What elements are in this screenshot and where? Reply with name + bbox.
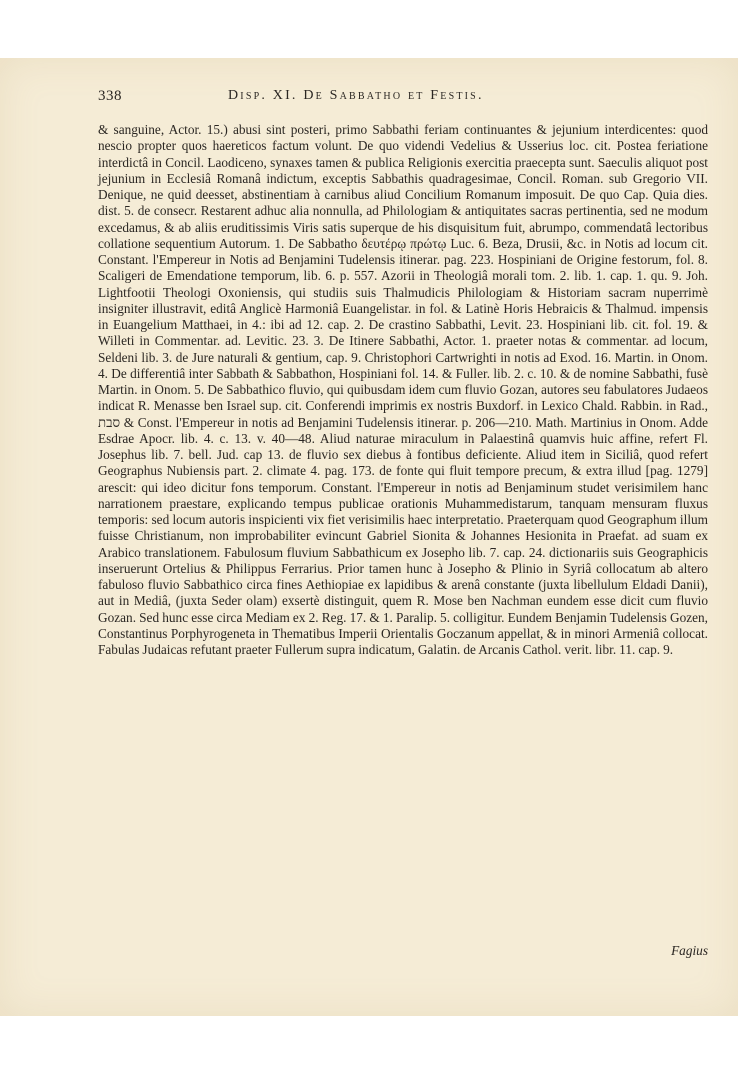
catchword: Fagius xyxy=(671,943,708,958)
page-header xyxy=(98,88,708,108)
body-text: & sanguine, Actor. 15.) abusi sint posteri, primo Sabbathi feriam continuantes & jejunium interdicentes: quod nescio propter quos haereticos factum volunt. De quo videndi Vedelius & Usserius loc. cit. Postea feriatione interdictâ in Concil. Laodiceno, synaxes tamen & publica Religionis exercitia praecepta sunt. Saeculis aliquot post jejunium in Ecclesiâ Romanâ indictum, exceptis Sabbathis quadragesimae, Concil. Roman. sub Gregorio VII. Denique, ne quid deesset, abstinentiam à carnibus aliud Concilium Romanum imposuit. De quo Cap. Quia dies. dist. 5. de consecr. Restarent adhuc alia nonnulla, ad Philologiam & antiquitates sacras pertinentia, sed ne modum excedamus, & ab aliis eruditissimis Viris satis superque de his disquisitum fuit, abrumpo, commendatâ lectoribus collatione sequentium Autorum. 1. De Sabbatho δευτέρῳ πρώτῳ Luc. 6. Beza, Drusii, &c. in Notis ad locum cit. Constant. l'Empereur in Notis ad Benjamini Tudelensis itinerar. pag. 223. Hospiniani de Origine festorum, fol. 8. Scaligeri de Emendatione temporum, lib. 6. p. 557. Azorii in Theologiâ morali tom. 2. lib. 1. cap. 1. qu. 9. Joh. Lightfootii Theologi Oxoniensis, qui studiis suis Thalmudicis Philologiam & Historiam sacram nuperrimè insigniter illustravit, editâ Anglicè Harmoniâ Euangelistar. in fol. & Latinè Horis Hebraicis & Thalmud. impensis in Euangelium Matthaei, in 4.: ibi ad 12. cap. 2. De crastino Sabbathi, Levit. 23. Hospiniani lib. cit. fol. 19. & Willeti in Commentar. ad. Levitic. 23. 3. De Itinere Sabbathi, Actor. 1. praeter notas & commentar. ad locum, Seldeni lib. 3. de Jure naturali & gentium, cap. 9. Christophori Cartwrighti in notis ad Exod. 16. Martin. in Onom. 4. De differentiâ inter Sabbath & Sabbathon, Hospiniani fol. 14. & Fuller. lib. 2. c. 10. & de nomine Sabbathi, fusè Martin. in Onom. 5. De Sabbathico fluvio, qui quibusdam idem cum fluvio Gozan, autores seu fabulatores Judaeos indicat R. Menasse ben Israel sup. cit. Conferendi imprimis ex nostris Buxdorf. in Lexico Chald. Rabbin. in Rad., סבת & Const. l'Empereur in notis ad Benjamini Tudelensis itinerar. p. 206—210. Math. Martinius in Onom. Adde Esdrae Apocr. lib. 4. c. 13. v. 40—48. Aliud naturae miraculum in Palaestinâ quamvis huic affine, refert Fl. Josephus lib. 7. bell. Jud. cap 13. de fluvio sex diebus à fontibus deficiente. Aliud item in Siciliâ, quod refert Geographus Nubiensis part. 2. climate 4. pag. 173. de fonte qui fluit tempore precum, & extra illud [pag. 1279] arescit: qui ideo dicitur fons temporum. Constant. l'Empereur in notis ad Benjaminum studet verisimilem hanc narrationem praestare, explicando tempus publicae orationis Muhammedistarum, tanquam mensuram fluxus temporis: sed locum autoris inspicienti vix fiet verisimilis haec interpretatio. Praeterquam quod Geographum illum fuisse Christianum, non improbabiliter evincunt Gabriel Sionita & Johannes Hesionita in Praefat. ad suam ex Arabico translationem. Fabulosum fluvium Sabbathicum ex Josepho lib. 7. cap. 24. dictionariis suis Geographicis inseruerunt Ortelius & Philippus Ferrarius. Prior tamen hunc à Josepho & Plinio in Syriâ collocatum ab altero fabuloso fluvio Sabbathico circa fines Aethiopiae ex lapidibus & arenâ constante (juxta libellulum Eldadi Danii), aut in Mediâ, (juxta Seder olam) exsertè distinguit, quem R. Mose ben Nachman eundem esse dicit cum fluvio Gozan. Sed hunc esse circa Mediam ex 2. Reg. 17. & 1. Paralip. 5. colligitur. Eundem Benjamin Tudelensis Gozen, Constantinus Porphyrogeneta in Thematibus Imperii Orientalis Goczanum appellat, & in minori Armeniâ collocat. Fabulas Judaicas refutant praeter Fullerum supra indicatum, Galatin. de Arcanis Cathol. verit. libr. 11. cap. 9. xyxy=(98,122,708,657)
page-number: 338 xyxy=(98,88,122,104)
running-title: Disp. XI. De Sabbatho et Festis. xyxy=(228,88,484,103)
book-page xyxy=(0,58,738,1016)
